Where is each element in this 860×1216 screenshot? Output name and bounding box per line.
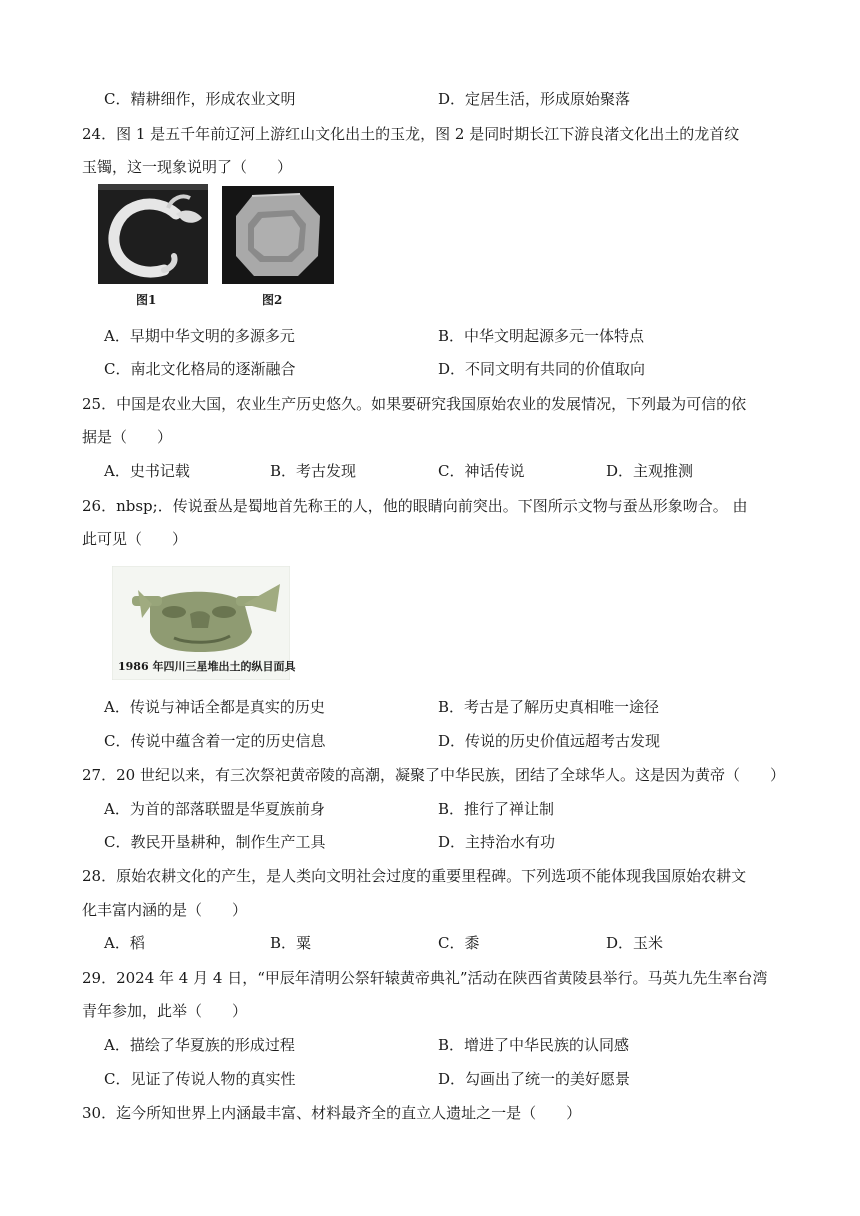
question-25-line-2: 据是（ ）: [82, 428, 173, 446]
option-d: D．勾画出了统一的美好愿景: [438, 1070, 631, 1088]
option-a: A．传说与神话全都是真实的历史: [104, 698, 325, 716]
option-c: C．神话传说: [438, 462, 525, 480]
question-25-line-1: 25．中国是农业大国，农业生产历史悠久。如果要研究我国原始农业的发展情况，下列最为可信的依: [82, 395, 747, 413]
option-a: A．为首的部落联盟是华夏族前身: [104, 800, 325, 818]
option-b: B．粟: [270, 934, 312, 952]
jade-dragon-photo: [98, 184, 208, 284]
question-30-line-1: 30．迄今所知世界上内涵最丰富、材料最齐全的直立人遗址之一是（ ）: [82, 1104, 582, 1122]
option-b: B．推行了禅让制: [438, 800, 555, 818]
option-c: C．传说中蕴含着一定的历史信息: [104, 732, 326, 750]
option-d: D．传说的历史价值远超考古发现: [438, 732, 661, 750]
option-d: D．玉米: [606, 934, 664, 952]
option-a: A．史书记载: [104, 462, 190, 480]
option-a: A．描绘了华夏族的形成过程: [104, 1036, 295, 1054]
option-a: A．稻: [104, 934, 145, 952]
question-27-line-1: 27．20 世纪以来，有三次祭祀黄帝陵的高潮，凝聚了中华民族，团结了全球华人。这是因为黄帝（ ）: [82, 766, 785, 784]
option-b: B．考古是了解历史真相唯一途径: [438, 698, 660, 716]
option-c: C．南北文化格局的逐渐融合: [104, 360, 296, 378]
figure-caption: 1986 年四川三星堆出土的纵目面具: [118, 660, 296, 673]
option-c: C．精耕细作，形成农业文明: [104, 90, 296, 108]
option-d: D．主持治水有功: [438, 833, 556, 851]
question-24-line-2: 玉镯，这一现象说明了（ ）: [82, 158, 293, 176]
question-29-line-1: 29．2024 年 4 月 4 日，“甲辰年清明公祭轩辕黄帝典礼”活动在陕西省黄陵县举行。马英九先生率台湾: [82, 969, 768, 987]
option-b: B．增进了中华民族的认同感: [438, 1036, 630, 1054]
question-28-line-1: 28．原始农耕文化的产生，是人类向文明社会过度的重要里程碑。下列选项不能体现我国原始农耕文: [82, 867, 747, 885]
option-d: D．不同文明有共同的价值取向: [438, 360, 646, 378]
option-c: C．教民开垦耕种，制作生产工具: [104, 833, 326, 851]
option-b: B．考古发现: [270, 462, 357, 480]
option-c: C．黍: [438, 934, 480, 952]
option-d: D．定居生活，形成原始聚落: [438, 90, 631, 108]
option-b: B．中华文明起源多元一体特点: [438, 327, 645, 345]
question-28-line-2: 化丰富内涵的是（ ）: [82, 901, 248, 919]
figure-caption-1: 图1: [136, 293, 157, 307]
question-26-line-2: 此可见（ ）: [82, 530, 188, 548]
option-d: D．主观推测: [606, 462, 694, 480]
jade-bracelet-photo: [222, 186, 334, 284]
question-26-line-1: 26．nbsp;．传说蚕丛是蜀地首先称王的人，他的眼睛向前突出。下图所示文物与蚕丛形象吻合。 由: [82, 497, 748, 515]
option-a: A．早期中华文明的多源多元: [104, 327, 295, 345]
figure-caption-2: 图2: [262, 293, 283, 307]
question-24-line-1: 24．图 1 是五千年前辽河上游红山文化出土的玉龙，图 2 是同时期长江下游良渚文化出土的龙首纹: [82, 125, 740, 143]
question-29-line-2: 青年参加，此举（ ）: [82, 1002, 248, 1020]
option-c: C．见证了传说人物的真实性: [104, 1070, 296, 1088]
